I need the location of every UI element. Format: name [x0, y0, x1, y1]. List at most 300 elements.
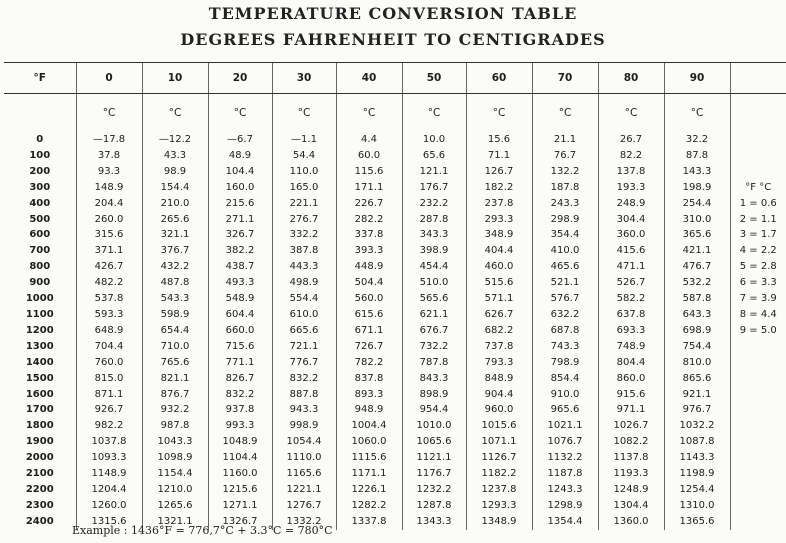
celsius-value: 1004.4 — [336, 418, 402, 434]
celsius-value: 943.3 — [272, 402, 336, 418]
celsius-value: 154.4 — [142, 180, 208, 196]
fahrenheit-value: 2000 — [25, 452, 54, 464]
celsius-value: 376.7 — [142, 243, 208, 259]
celsius-value: 676.7 — [402, 323, 466, 339]
side-conversion-cell: 7 = 3.9 — [730, 291, 786, 307]
celsius-value: 1104.4 — [208, 450, 272, 466]
side-conversion-cell — [730, 164, 786, 180]
table-row — [4, 164, 786, 180]
example-expression: 1436°F = 776,7°C + 3.3°C = 780°C — [131, 524, 333, 537]
table-row — [4, 132, 786, 148]
celsius-value: 1243.3 — [532, 482, 598, 498]
celsius-value: 626.7 — [466, 307, 532, 323]
celsius-value: 515.6 — [466, 275, 532, 291]
table-row — [4, 371, 786, 387]
celsius-value: 148.9 — [76, 180, 142, 196]
fahrenheit-value: 500 — [29, 213, 51, 225]
celsius-value: 87.8 — [664, 148, 730, 164]
side-conversion-cell: 6 = 3.3 — [730, 275, 786, 291]
fahrenheit-value: 0 — [36, 134, 44, 145]
fahrenheit-value: 2100 — [25, 468, 54, 480]
celsius-value: 965.6 — [532, 402, 598, 418]
celsius-value: —17.8 — [76, 132, 142, 148]
fahrenheit-value: 1900 — [25, 436, 54, 448]
celsius-value: 737.8 — [466, 339, 532, 355]
celsius-value: 1054.4 — [272, 434, 336, 450]
celsius-value: 1332.2 — [272, 514, 336, 530]
celsius-value: 171.1 — [336, 180, 402, 196]
celsius-value: 832.2 — [272, 371, 336, 387]
fahrenheit-value: 1600 — [25, 388, 54, 400]
celsius-value: 71.1 — [466, 148, 532, 164]
table-row — [4, 355, 786, 371]
celsius-value: 893.3 — [336, 387, 402, 403]
celsius-value: 104.4 — [208, 164, 272, 180]
unit-row-blank — [4, 94, 76, 133]
celsius-value: 1326.7 — [208, 514, 272, 530]
celsius-value: 360.0 — [598, 227, 664, 243]
table-row — [4, 482, 786, 498]
celsius-value: —6.7 — [208, 132, 272, 148]
side-conversion-cell: 5 = 2.8 — [730, 259, 786, 275]
celsius-value: 1071.1 — [466, 434, 532, 450]
celsius-value: 115.6 — [336, 164, 402, 180]
celsius-value: 498.9 — [272, 275, 336, 291]
celsius-value: 1154.4 — [142, 466, 208, 482]
celsius-value: 798.9 — [532, 355, 598, 371]
celsius-value: 1065.6 — [402, 434, 466, 450]
side-conversion-cell — [730, 148, 786, 164]
celsius-value: 1354.4 — [532, 514, 598, 530]
celsius-value: 1087.8 — [664, 434, 730, 450]
celsius-value: 1337.8 — [336, 514, 402, 530]
celsius-value: 1221.1 — [272, 482, 336, 498]
celsius-value: —12.2 — [142, 132, 208, 148]
celsius-value: 1121.1 — [402, 450, 466, 466]
side-conversion-cell — [730, 387, 786, 403]
table-row — [4, 212, 786, 228]
celsius-value: 982.2 — [76, 418, 142, 434]
celsius-value: 671.1 — [336, 323, 402, 339]
celsius-value: 665.6 — [272, 323, 336, 339]
celsius-value: 698.9 — [664, 323, 730, 339]
table-row — [4, 148, 786, 164]
celsius-value: 1076.7 — [532, 434, 598, 450]
fahrenheit-value: 300 — [29, 181, 51, 193]
celsius-value: 976.7 — [664, 402, 730, 418]
celsius-value: 643.3 — [664, 307, 730, 323]
celsius-value: 682.2 — [466, 323, 532, 339]
celsius-value: 1237.8 — [466, 482, 532, 498]
fahrenheit-value: 600 — [29, 229, 51, 241]
celsius-value: 571.1 — [466, 291, 532, 307]
celsius-value: 921.1 — [664, 387, 730, 403]
celsius-value: 287.8 — [402, 212, 466, 228]
celsius-value: 1204.4 — [76, 482, 142, 498]
celsius-value: 987.8 — [142, 418, 208, 434]
unit-row — [4, 94, 786, 133]
celsius-value: 998.9 — [272, 418, 336, 434]
unit-label: °C — [466, 94, 532, 133]
celsius-value: —1.1 — [272, 132, 336, 148]
column-header: 10 — [142, 63, 208, 94]
celsius-value: 198.9 — [664, 180, 730, 196]
celsius-value: 310.0 — [664, 212, 730, 228]
celsius-value: 993.3 — [208, 418, 272, 434]
celsius-value: 837.8 — [336, 371, 402, 387]
celsius-value: 10.0 — [402, 132, 466, 148]
celsius-value: 298.9 — [532, 212, 598, 228]
celsius-value: 1160.0 — [208, 466, 272, 482]
celsius-value: 493.3 — [208, 275, 272, 291]
celsius-value: 871.1 — [76, 387, 142, 403]
celsius-value: 426.7 — [76, 259, 142, 275]
celsius-value: 65.6 — [402, 148, 466, 164]
celsius-value: 615.6 — [336, 307, 402, 323]
side-conversion-cell: 8 = 4.4 — [730, 307, 786, 323]
celsius-value: 565.6 — [402, 291, 466, 307]
celsius-value: 521.1 — [532, 275, 598, 291]
table-row — [4, 434, 786, 450]
celsius-value: 510.0 — [402, 275, 466, 291]
table-row — [4, 180, 786, 196]
celsius-value: 771.1 — [208, 355, 272, 371]
celsius-value: 960.0 — [466, 402, 532, 418]
celsius-value: 1098.9 — [142, 450, 208, 466]
celsius-value: 1248.9 — [598, 482, 664, 498]
table-row — [4, 339, 786, 355]
celsius-value: 1232.2 — [402, 482, 466, 498]
celsius-value: 210.0 — [142, 196, 208, 212]
fahrenheit-value: 1100 — [25, 308, 54, 320]
celsius-value: 1265.6 — [142, 498, 208, 514]
celsius-value: 832.2 — [208, 387, 272, 403]
celsius-value: 254.4 — [664, 196, 730, 212]
celsius-value: 582.2 — [598, 291, 664, 307]
fahrenheit-value: 2300 — [25, 499, 54, 511]
table-row — [4, 259, 786, 275]
celsius-value: 587.8 — [664, 291, 730, 307]
side-conversion-cell — [730, 339, 786, 355]
celsius-value: 382.2 — [208, 243, 272, 259]
unit-label: °C — [336, 94, 402, 133]
table-row — [4, 243, 786, 259]
table-row — [4, 323, 786, 339]
celsius-value: 660.0 — [208, 323, 272, 339]
celsius-value: 221.1 — [272, 196, 336, 212]
celsius-value: 137.8 — [598, 164, 664, 180]
unit-label: °C — [664, 94, 730, 133]
celsius-value: 165.0 — [272, 180, 336, 196]
column-header: 70 — [532, 63, 598, 94]
celsius-value: 598.9 — [142, 307, 208, 323]
celsius-value: 554.4 — [272, 291, 336, 307]
fahrenheit-value: 1400 — [25, 356, 54, 368]
celsius-value: 1271.1 — [208, 498, 272, 514]
celsius-value: 532.2 — [664, 275, 730, 291]
table-row — [4, 307, 786, 323]
fahrenheit-value: 200 — [29, 165, 51, 177]
celsius-value: 610.0 — [272, 307, 336, 323]
celsius-value: 1171.1 — [336, 466, 402, 482]
celsius-value: 1093.3 — [76, 450, 142, 466]
celsius-value: 404.4 — [466, 243, 532, 259]
example-label: Example : — [72, 524, 128, 537]
table-row — [4, 418, 786, 434]
celsius-value: 1176.7 — [402, 466, 466, 482]
celsius-value: 1043.3 — [142, 434, 208, 450]
celsius-value: 1010.0 — [402, 418, 466, 434]
side-conversion-cell — [730, 450, 786, 466]
celsius-value: 15.6 — [466, 132, 532, 148]
celsius-value: 60.0 — [336, 148, 402, 164]
celsius-value: 637.8 — [598, 307, 664, 323]
celsius-value: 393.3 — [336, 243, 402, 259]
celsius-value: 854.4 — [532, 371, 598, 387]
celsius-value: 1193.3 — [598, 466, 664, 482]
celsius-value: 21.1 — [532, 132, 598, 148]
celsius-value: 443.3 — [272, 259, 336, 275]
side-conversion-cell — [730, 418, 786, 434]
celsius-value: 821.1 — [142, 371, 208, 387]
celsius-value: 543.3 — [142, 291, 208, 307]
celsius-value: 1115.6 — [336, 450, 402, 466]
table-row — [4, 498, 786, 514]
celsius-value: 471.1 — [598, 259, 664, 275]
unit-label: °C — [76, 94, 142, 133]
table-subtitle: DEGREES FAHRENHEIT TO CENTIGRADES — [180, 30, 606, 49]
side-conversion-cell — [730, 482, 786, 498]
celsius-value: 1148.9 — [76, 466, 142, 482]
celsius-value: 1276.7 — [272, 498, 336, 514]
side-conversion-cell — [730, 498, 786, 514]
celsius-value: 548.9 — [208, 291, 272, 307]
celsius-value: 176.7 — [402, 180, 466, 196]
column-header: 50 — [402, 63, 466, 94]
celsius-value: 293.3 — [466, 212, 532, 228]
side-conversion-cell — [730, 514, 786, 530]
celsius-value: 1198.9 — [664, 466, 730, 482]
table-row — [4, 291, 786, 307]
celsius-value: 126.7 — [466, 164, 532, 180]
celsius-value: 848.9 — [466, 371, 532, 387]
celsius-value: 1015.6 — [466, 418, 532, 434]
fahrenheit-value: 2400 — [25, 515, 54, 527]
celsius-value: 371.1 — [76, 243, 142, 259]
celsius-value: 504.4 — [336, 275, 402, 291]
celsius-value: 43.3 — [142, 148, 208, 164]
celsius-value: 1310.0 — [664, 498, 730, 514]
side-conversion-cell: 1 = 0.6 — [730, 196, 786, 212]
fahrenheit-value: 1500 — [25, 372, 54, 384]
celsius-value: 410.0 — [532, 243, 598, 259]
celsius-value: 282.2 — [336, 212, 402, 228]
celsius-value: 1365.6 — [664, 514, 730, 530]
celsius-value: 232.2 — [402, 196, 466, 212]
column-header: 80 — [598, 63, 664, 94]
celsius-value: 1348.9 — [466, 514, 532, 530]
celsius-value: 910.0 — [532, 387, 598, 403]
celsius-value: 1321.1 — [142, 514, 208, 530]
celsius-value: 343.3 — [402, 227, 466, 243]
celsius-value: 315.6 — [76, 227, 142, 243]
celsius-value: 526.7 — [598, 275, 664, 291]
side-column-header — [730, 63, 786, 94]
celsius-value: 710.0 — [142, 339, 208, 355]
celsius-value: 321.1 — [142, 227, 208, 243]
celsius-value: 560.0 — [336, 291, 402, 307]
celsius-value: 593.3 — [76, 307, 142, 323]
side-conversion-cell — [730, 402, 786, 418]
unit-label: °C — [142, 94, 208, 133]
celsius-value: 482.2 — [76, 275, 142, 291]
celsius-value: 160.0 — [208, 180, 272, 196]
column-header: 30 — [272, 63, 336, 94]
celsius-value: 332.2 — [272, 227, 336, 243]
column-header: 60 — [466, 63, 532, 94]
side-column-cell — [730, 94, 786, 133]
conversion-table — [4, 62, 786, 530]
celsius-value: 487.8 — [142, 275, 208, 291]
side-conversion-cell — [730, 434, 786, 450]
fahrenheit-value: 2200 — [25, 483, 54, 495]
celsius-value: 110.0 — [272, 164, 336, 180]
celsius-value: 632.2 — [532, 307, 598, 323]
celsius-value: 143.3 — [664, 164, 730, 180]
table-row — [4, 227, 786, 243]
celsius-value: 932.2 — [142, 402, 208, 418]
celsius-value: 1360.0 — [598, 514, 664, 530]
celsius-value: 815.0 — [76, 371, 142, 387]
celsius-value: 215.6 — [208, 196, 272, 212]
fahrenheit-value: 1200 — [25, 324, 54, 336]
celsius-value: 926.7 — [76, 402, 142, 418]
celsius-value: 776.7 — [272, 355, 336, 371]
celsius-value: 132.2 — [532, 164, 598, 180]
celsius-value: 193.3 — [598, 180, 664, 196]
celsius-value: 1187.8 — [532, 466, 598, 482]
celsius-value: 937.8 — [208, 402, 272, 418]
celsius-value: 32.2 — [664, 132, 730, 148]
table-title: TEMPERATURE CONVERSION TABLE — [208, 4, 578, 23]
celsius-value: 704.4 — [76, 339, 142, 355]
table-row — [4, 275, 786, 291]
celsius-value: 1048.9 — [208, 434, 272, 450]
celsius-value: 1343.3 — [402, 514, 466, 530]
celsius-value: 204.4 — [76, 196, 142, 212]
celsius-value: 860.0 — [598, 371, 664, 387]
celsius-value: 98.9 — [142, 164, 208, 180]
celsius-value: 248.9 — [598, 196, 664, 212]
fahrenheit-value: 900 — [29, 277, 51, 289]
table-row — [4, 387, 786, 403]
celsius-value: 48.9 — [208, 148, 272, 164]
side-conversion-cell: 3 = 1.7 — [730, 227, 786, 243]
celsius-value: 1287.8 — [402, 498, 466, 514]
celsius-value: 82.2 — [598, 148, 664, 164]
celsius-value: 1215.6 — [208, 482, 272, 498]
fahrenheit-value: 800 — [29, 261, 51, 273]
celsius-value: 448.9 — [336, 259, 402, 275]
unit-label: °C — [598, 94, 664, 133]
celsius-value: 460.0 — [466, 259, 532, 275]
celsius-value: 1226.1 — [336, 482, 402, 498]
celsius-value: 476.7 — [664, 259, 730, 275]
celsius-value: 687.8 — [532, 323, 598, 339]
celsius-value: 454.4 — [402, 259, 466, 275]
celsius-value: 354.4 — [532, 227, 598, 243]
celsius-value: 1021.1 — [532, 418, 598, 434]
table-row — [4, 196, 786, 212]
celsius-value: 337.8 — [336, 227, 402, 243]
side-conversion-cell — [730, 355, 786, 371]
column-header: 90 — [664, 63, 730, 94]
celsius-value: 326.7 — [208, 227, 272, 243]
celsius-value: 1315.6 — [76, 514, 142, 530]
celsius-value: 1254.4 — [664, 482, 730, 498]
celsius-value: 432.2 — [142, 259, 208, 275]
celsius-value: 348.9 — [466, 227, 532, 243]
example-note — [72, 524, 333, 537]
celsius-value: 276.7 — [272, 212, 336, 228]
celsius-value: 1037.8 — [76, 434, 142, 450]
fahrenheit-value: 1700 — [25, 404, 54, 416]
celsius-value: 1032.2 — [664, 418, 730, 434]
fahrenheit-value: 1000 — [25, 293, 54, 305]
celsius-value: 604.4 — [208, 307, 272, 323]
celsius-value: 1132.2 — [532, 450, 598, 466]
celsius-value: 887.8 — [272, 387, 336, 403]
header-row — [4, 63, 786, 94]
side-conversion-cell — [730, 371, 786, 387]
celsius-value: 1137.8 — [598, 450, 664, 466]
celsius-value: 793.3 — [466, 355, 532, 371]
celsius-value: 826.7 — [208, 371, 272, 387]
celsius-value: 904.4 — [466, 387, 532, 403]
fahrenheit-value: 100 — [29, 149, 51, 161]
table-row — [4, 450, 786, 466]
celsius-value: 715.6 — [208, 339, 272, 355]
celsius-value: 121.1 — [402, 164, 466, 180]
celsius-value: 415.6 — [598, 243, 664, 259]
celsius-value: 810.0 — [664, 355, 730, 371]
celsius-value: 876.7 — [142, 387, 208, 403]
celsius-value: 654.4 — [142, 323, 208, 339]
celsius-value: 726.7 — [336, 339, 402, 355]
celsius-value: 693.3 — [598, 323, 664, 339]
celsius-value: 1293.3 — [466, 498, 532, 514]
celsius-value: 954.4 — [402, 402, 466, 418]
side-conversion-cell: 9 = 5.0 — [730, 323, 786, 339]
celsius-value: 787.8 — [402, 355, 466, 371]
celsius-value: 782.2 — [336, 355, 402, 371]
celsius-value: 537.8 — [76, 291, 142, 307]
celsius-value: 754.4 — [664, 339, 730, 355]
celsius-value: 1126.7 — [466, 450, 532, 466]
celsius-value: 304.4 — [598, 212, 664, 228]
celsius-value: 398.9 — [402, 243, 466, 259]
fahrenheit-value: 1300 — [25, 340, 54, 352]
celsius-value: 865.6 — [664, 371, 730, 387]
unit-label: °C — [402, 94, 466, 133]
fahrenheit-value: 400 — [29, 197, 51, 209]
celsius-value: 1260.0 — [76, 498, 142, 514]
celsius-value: 948.9 — [336, 402, 402, 418]
celsius-value: 182.2 — [466, 180, 532, 196]
celsius-value: 732.2 — [402, 339, 466, 355]
celsius-value: 438.7 — [208, 259, 272, 275]
celsius-value: 1182.2 — [466, 466, 532, 482]
